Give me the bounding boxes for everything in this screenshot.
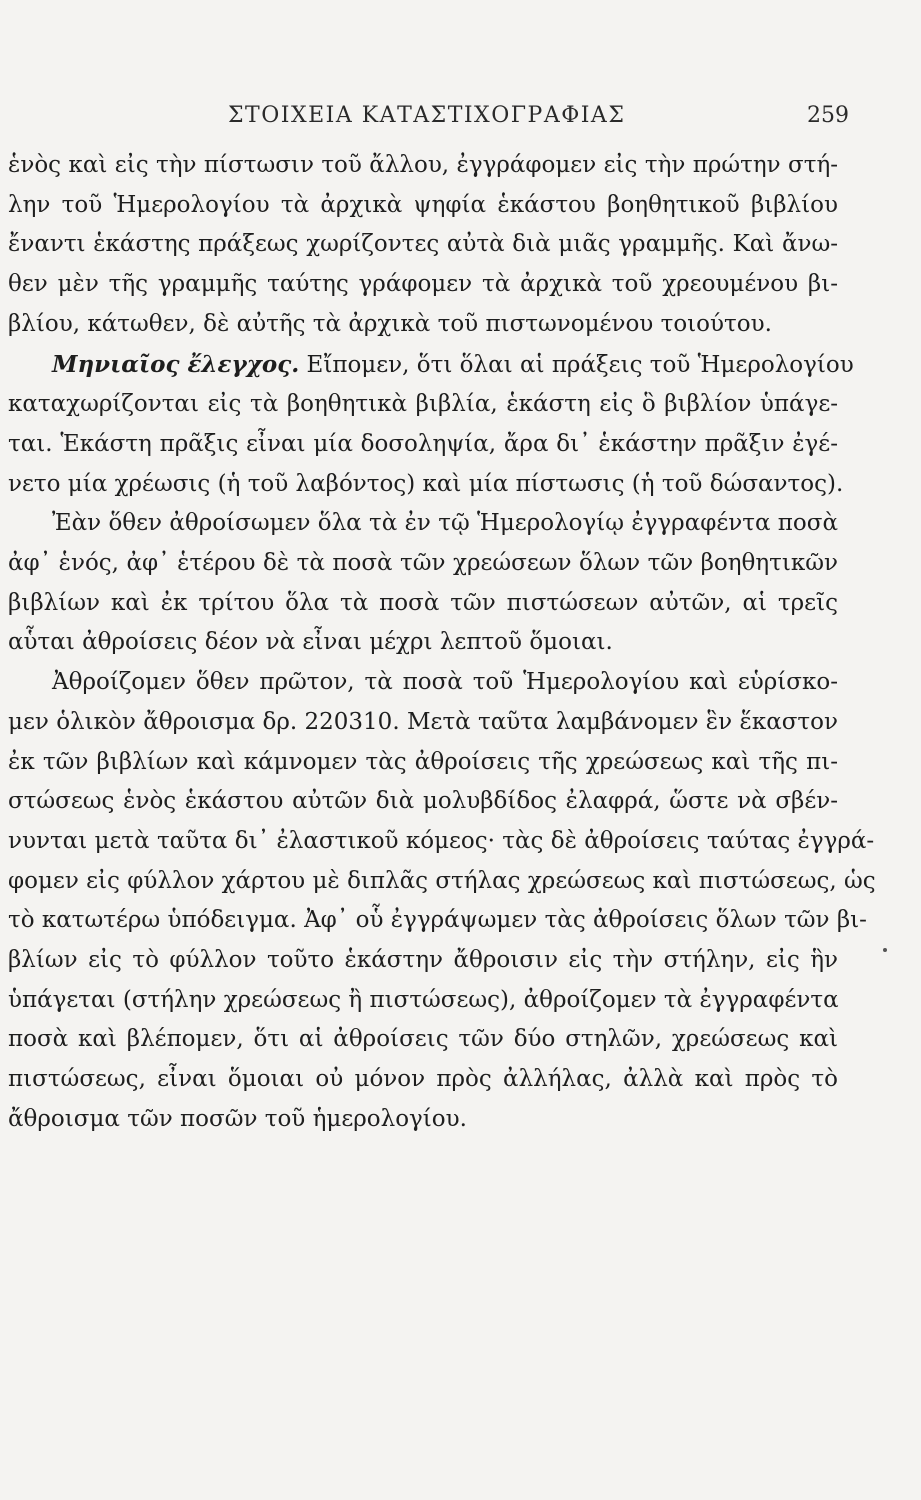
text-line: βλίου, κάτωθεν, δὲ αὐτῆς τὰ ἀρχικὰ τοῦ πιστωνομένου τοιούτου. [8, 310, 772, 337]
text-line: ἑνὸς καὶ εἰς τὴν πίστωσιν τοῦ ἄλλου, ἐγγράφομεν εἰς τὴν πρώτην στή- [8, 152, 838, 178]
text-line: ἔναντι ἑκάστης πράξεως χωρίζοντες αὐτὰ διὰ μιᾶς γραμμῆς. Καὶ ἄνω- [8, 231, 838, 258]
text-line: φομεν εἰς φύλλον χάρτου μὲ διπλᾶς στήλας χρεώσεως καὶ πιστώσεως, ὡς [8, 867, 876, 894]
text-line: πιστώσεως, εἶναι ὅμοιαι οὐ μόνον πρὸς ἀλλήλας, ἀλλὰ καὶ πρὸς τὸ [8, 1066, 838, 1093]
section-heading: Μηνιαῖος ἔλεγχος. [52, 350, 300, 378]
page-number: 259 [807, 103, 849, 128]
paragraph [8, 663, 876, 1139]
text-line: ποσὰ καὶ βλέπομεν, ὅτι αἱ ἀθροίσεις τῶν δύο στηλῶν, χρεώσεως καὶ [8, 1026, 838, 1053]
text-line: στώσεως ἑνὸς ἑκάστου αὐτῶν διὰ μολυβδίδος ἐλαφρά, ὥστε νὰ σβέν- [8, 788, 838, 815]
text-line: ὑπάγεται (στήλην χρεώσεως ἢ πιστώσεως), ἀθροίζομεν τὰ ἐγγραφέντα [8, 986, 839, 1013]
text-line: αὗται ἀθροίσεις δέον νὰ εἶναι μέχρι λεπτοῦ ὅμοιαι. [8, 629, 613, 656]
text-line: ἄθροισμα τῶν ποσῶν τοῦ ἡμερολογίου. [8, 1105, 467, 1132]
text-line: βιβλίων καὶ ἐκ τρίτου ὅλα τὰ ποσὰ τῶν πιστώσεων αὐτῶν, αἱ τρεῖς [8, 589, 838, 616]
text-line: ἐκ τῶν βιβλίων καὶ κάμνομεν τὰς ἀθροίσεις τῆς χρεώσεως καὶ τῆς πι- [8, 748, 838, 775]
text-line: τὸ κατωτέρω ὑπόδειγμα. Ἀφ᾿ οὗ ἐγγράψωμεν τὰς ἀθροίσεις ὅλων τῶν βι- [8, 907, 867, 934]
text-line: Ἐὰν ὅθεν ἀθροίσωμεν ὅλα τὰ ἐν τῷ Ἡμερολογίῳ ἐγγραφέντα ποσὰ [52, 510, 838, 537]
paragraph [8, 146, 838, 345]
ink-speck [883, 948, 887, 952]
text-line: ἀφ᾿ ἑνός, ἀφ᾿ ἑτέρου δὲ τὰ ποσὰ τῶν χρεώσεων ὅλων τῶν βοηθητικῶν [8, 550, 838, 577]
text-fragment: Εἴπομεν, ὅτι ὅλαι αἱ πράξεις τοῦ Ἡμερολογίου [306, 351, 854, 378]
text-line: θεν μὲν τῆς γραμμῆς ταύτης γράφομεν τὰ ἀρχικὰ τοῦ χρεουμένου βι- [8, 271, 838, 298]
body-text [8, 146, 876, 1140]
running-title: ΣΤΟΙΧΕΙΑ ΚΑΤΑΣΤΙΧΟΓΡΑΦΙΑΣ [228, 103, 626, 128]
text-line: λην τοῦ Ἡμερολογίου τὰ ἀρχικὰ ψηφία ἑκάστου βοηθητικοῦ βιβλίου [8, 191, 838, 218]
paragraph [8, 345, 854, 505]
text-line: νυνται μετὰ ταῦτα δι᾿ ἐλαστικοῦ κόμεος· τὰς δὲ ἀθροίσεις ταύτας ἐγγρά- [8, 827, 875, 854]
text-line: Ἀθροίζομεν ὅθεν πρῶτον, τὰ ποσὰ τοῦ Ἡμερολογίου καὶ εὑρίσκο- [52, 669, 838, 696]
text-line: βλίων εἰς τὸ φύλλον τοῦτο ἑκάστην ἄθροισιν εἰς τὴν στήλην, εἰς ἣν [8, 947, 838, 974]
text-line: νετο μία χρέωσις (ἡ τοῦ λαβόντος) καὶ μία πίστωσις (ἡ τοῦ δώσαντος). [8, 470, 844, 497]
text-line [8, 345, 854, 386]
text-line: καταχωρίζονται εἰς τὰ βοηθητικὰ βιβλία, ἑκάστη εἰς ὃ βιβλίον ὑπάγε- [8, 391, 838, 418]
paragraph [8, 504, 838, 663]
text-line: μεν ὁλικὸν ἄθροισμα δρ. 220310. Μετὰ ταῦτα λαμβάνομεν ἓν ἕκαστον [8, 708, 838, 735]
running-head [0, 103, 921, 133]
text-line: ται. Ἑκάστη πρᾶξις εἶναι μία δοσοληψία, ἄρα δι᾿ ἑκάστην πρᾶξιν ἐγέ- [8, 430, 838, 457]
